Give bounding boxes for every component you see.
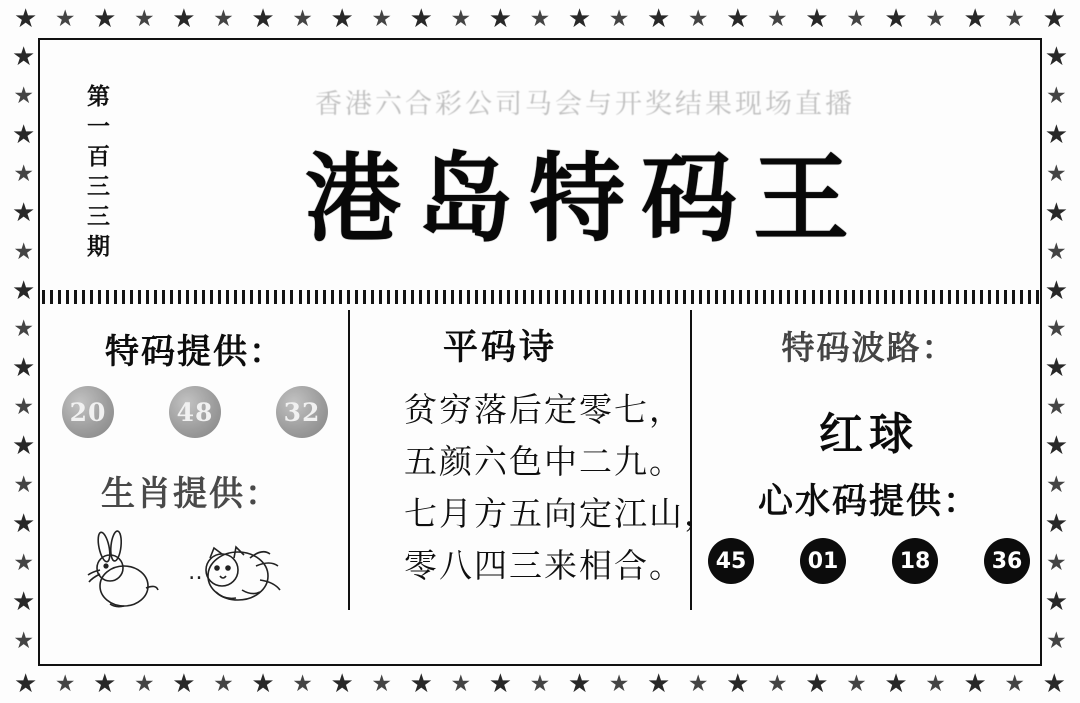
dash-tick [707,290,710,304]
star-icon: ★ [805,4,829,34]
dash-tick [948,290,951,304]
dash-tick [836,290,839,304]
ellipsis-dots: ‥ [188,560,209,585]
dash-tick [860,290,863,304]
star-icon: ★ [134,6,155,32]
dash-tick [202,290,205,304]
dash-tick [234,290,237,304]
dash-tick [66,290,69,304]
dash-tick [315,290,318,304]
star-icon: ★ [172,669,196,699]
dash-tick [844,290,847,304]
dash-tick [515,290,518,304]
dash-tick [1036,290,1039,304]
star-icon: ★ [450,6,472,32]
star-icon: ★ [13,627,34,654]
dash-tick [331,290,334,304]
dash-tick [635,290,638,304]
star-icon: ★ [1044,197,1068,228]
dash-tick [403,290,406,304]
star-icon: ★ [13,549,34,576]
dash-tick [138,290,141,304]
dash-tick [691,290,694,304]
dash-tick [371,290,374,304]
star-icon: ★ [14,669,38,699]
star-icon: ★ [1004,671,1026,697]
dash-tick [467,290,470,304]
dash-tick [395,290,398,304]
dash-tick [820,290,823,304]
star-icon: ★ [529,671,551,697]
dash-tick [603,290,606,304]
star-row-bottom [14,671,1066,697]
star-icon: ★ [12,197,36,228]
special-ball: 48 [169,386,221,438]
dash-tick [411,290,414,304]
star-icon: ★ [963,669,987,699]
dash-tick [1028,290,1031,304]
dash-tick [42,290,45,304]
star-icon: ★ [1044,509,1068,540]
dash-tick [114,290,117,304]
dash-tick [186,290,189,304]
dash-tick [900,290,903,304]
star-icon: ★ [251,4,275,34]
star-icon: ★ [409,4,433,34]
dash-tick [916,290,919,304]
star-icon: ★ [963,4,987,34]
dash-tick [130,290,133,304]
star-icon: ★ [13,316,34,343]
dash-tick [908,290,911,304]
star-icon: ★ [767,6,788,32]
star-icon: ★ [884,669,908,699]
star-icon: ★ [1044,275,1068,306]
star-icon: ★ [884,4,908,34]
dash-tick [419,290,422,304]
star-icon: ★ [13,238,34,265]
dash-tick [643,290,646,304]
faint-subtitle: 香港六合彩公司马会与开奖结果现场直播 [315,89,855,120]
dash-tick [667,290,670,304]
poem-body [404,384,719,592]
dash-tick [787,290,790,304]
star-icon: ★ [567,669,592,699]
star-icon: ★ [529,6,551,32]
dash-tick [627,290,630,304]
star-icon: ★ [925,6,946,32]
star-icon: ★ [371,6,393,32]
dash-tick [755,290,758,304]
star-icon: ★ [647,4,671,34]
dash-tick [611,290,614,304]
dash-tick [274,290,277,304]
star-icon: ★ [251,669,275,699]
dash-tick [483,290,486,304]
wave-label: 特码波路： [781,328,957,367]
star-icon: ★ [13,472,34,499]
star-icon: ★ [1046,238,1067,265]
star-icon: ★ [1044,353,1068,384]
star-icon: ★ [1042,4,1066,34]
issue-char-3: 百 [87,143,111,170]
dash-tick [892,290,895,304]
mind-code-balls [708,538,1030,584]
page-title: 港岛特码王 [305,142,865,255]
dash-tick [1004,290,1007,304]
dash-tick [852,290,855,304]
dash-tick [82,290,85,304]
star-icon: ★ [12,586,36,617]
star-icon: ★ [608,6,630,32]
dash-tick [523,290,526,304]
star-icon: ★ [1004,6,1026,32]
dash-tick [932,290,935,304]
star-icon: ★ [12,275,36,306]
star-icon: ★ [687,671,709,697]
star-icon: ★ [93,669,117,699]
star-icon: ★ [726,4,750,34]
issue-char-5: 三 [87,203,111,230]
mind-ball: 45 [708,538,754,584]
dash-tick [355,290,358,304]
dash-tick [1020,290,1023,304]
dash-tick [451,290,454,304]
dash-tick [242,290,245,304]
poem-line: 七月方五向定江山， [404,494,719,533]
dash-tick [339,290,342,304]
right-column [692,306,1040,636]
body [40,306,1040,666]
middle-column [350,306,719,636]
dash-tick [779,290,782,304]
dash-tick [924,290,927,304]
star-icon: ★ [1046,160,1067,187]
dash-tick [74,290,77,304]
mind-ball: 36 [984,538,1030,584]
dash-tick [651,290,654,304]
dash-tick [587,290,590,304]
dash-tick [90,290,93,304]
star-icon: ★ [608,671,630,697]
star-icon: ★ [1046,394,1067,421]
dash-tick [170,290,173,304]
dash-tick [154,290,157,304]
poem-line: 贫穷落后定零七， [404,390,684,429]
dash-tick [299,290,302,304]
dash-tick [940,290,943,304]
dash-tick [980,290,983,304]
issue-number [76,82,122,262]
dash-tick [996,290,999,304]
star-icon: ★ [54,6,76,32]
dash-tick [795,290,798,304]
star-row-top [14,6,1066,32]
star-column-right [1045,44,1068,654]
star-icon: ★ [488,669,513,699]
dash-tick [194,290,197,304]
dash-tick [723,290,726,304]
star-column-left [12,44,35,654]
star-icon: ★ [330,4,354,34]
dash-tick [828,290,831,304]
star-icon: ★ [1046,82,1067,109]
star-icon: ★ [12,119,36,150]
star-icon: ★ [767,671,788,697]
dash-tick [747,290,750,304]
special-code-balls [62,386,328,438]
dash-tick [579,290,582,304]
star-icon: ★ [12,431,36,462]
star-icon: ★ [846,671,867,697]
star-icon: ★ [292,671,313,697]
star-icon: ★ [1042,669,1066,699]
star-icon: ★ [1044,42,1068,72]
dash-tick [323,290,326,304]
star-icon: ★ [12,353,36,384]
dash-tick [595,290,598,304]
dash-tick [539,290,542,304]
dash-tick [988,290,991,304]
dash-tick [812,290,815,304]
poem-line: 零八四三来相合。 [404,546,684,585]
dash-tick [771,290,774,304]
star-icon: ★ [54,671,76,697]
dash-tick [964,290,967,304]
dash-tick [282,290,285,304]
left-column [40,306,348,636]
dash-tick [972,290,975,304]
star-icon: ★ [12,42,36,72]
dashed-separator [42,290,1040,304]
star-icon: ★ [292,6,313,32]
special-code-label: 特码提供： [105,332,285,372]
dash-tick [266,290,269,304]
issue-char-2: 一 [87,113,111,140]
dash-tick [58,290,61,304]
dash-tick [363,290,366,304]
star-icon: ★ [330,669,354,699]
dash-tick [868,290,871,304]
dash-tick [475,290,478,304]
dash-tick [683,290,686,304]
dash-tick [290,290,293,304]
star-icon: ★ [213,671,234,697]
mind-ball: 18 [892,538,938,584]
dash-tick [122,290,125,304]
dash-tick [731,290,734,304]
star-icon: ★ [13,82,34,109]
star-icon: ★ [488,4,513,34]
dash-tick [571,290,574,304]
star-icon: ★ [1044,431,1068,462]
rabbit-icon [80,530,172,612]
star-icon: ★ [14,4,38,34]
dash-tick [347,290,350,304]
star-icon: ★ [172,4,196,34]
dash-tick [435,290,438,304]
dash-tick [106,290,109,304]
star-icon: ★ [1046,472,1067,499]
header [40,40,1040,292]
dash-tick [619,290,622,304]
dash-tick [50,290,53,304]
star-icon: ★ [371,671,393,697]
dash-tick [307,290,310,304]
star-icon: ★ [805,669,829,699]
dash-tick [956,290,959,304]
star-icon: ★ [846,6,867,32]
dash-tick [884,290,887,304]
issue-char-1: 第 [87,83,111,110]
dash-tick [443,290,446,304]
dash-tick [178,290,181,304]
star-icon: ★ [13,160,34,187]
zodiac-label: 生肖提供： [101,474,281,514]
dash-tick [427,290,430,304]
star-icon: ★ [1044,586,1068,617]
star-icon: ★ [567,4,592,34]
poem-title: 平码诗 [442,327,557,368]
dash-tick [218,290,221,304]
dash-tick [387,290,390,304]
star-icon: ★ [1046,549,1067,576]
star-icon: ★ [925,671,946,697]
dash-tick [739,290,742,304]
star-icon: ★ [134,671,155,697]
star-icon: ★ [647,669,671,699]
dash-tick [98,290,101,304]
star-icon: ★ [1046,316,1067,343]
dash-tick [379,290,382,304]
issue-char-6: 期 [87,233,111,260]
dash-tick [250,290,253,304]
issue-char-4: 三 [87,173,111,200]
star-icon: ★ [93,4,117,34]
star-icon: ★ [1044,119,1068,150]
dash-tick [499,290,502,304]
dash-tick [531,290,534,304]
star-icon: ★ [213,6,234,32]
dash-tick [162,290,165,304]
star-icon: ★ [409,669,433,699]
dash-tick [876,290,879,304]
dash-tick [146,290,149,304]
dash-tick [675,290,678,304]
star-icon: ★ [1046,627,1067,654]
mind-code-label: 心水码提供： [757,481,980,522]
poem-line: 五颜六色中二九。 [404,442,684,481]
dash-tick [491,290,494,304]
dash-tick [715,290,718,304]
star-icon: ★ [687,6,709,32]
dash-tick [699,290,702,304]
star-icon: ★ [726,669,750,699]
star-icon: ★ [450,671,472,697]
dash-tick [563,290,566,304]
dash-tick [507,290,510,304]
mind-ball: 01 [800,538,846,584]
dash-tick [555,290,558,304]
special-ball: 32 [276,386,328,438]
wave-value: 红球 [819,409,919,460]
dash-tick [547,290,550,304]
dash-tick [258,290,261,304]
dash-tick [803,290,806,304]
dash-tick [210,290,213,304]
star-icon: ★ [12,509,36,540]
dash-tick [1012,290,1015,304]
dash-tick [659,290,662,304]
dash-tick [459,290,462,304]
special-ball: 20 [62,386,114,438]
dash-tick [763,290,766,304]
dash-tick [226,290,229,304]
star-icon: ★ [13,394,34,421]
